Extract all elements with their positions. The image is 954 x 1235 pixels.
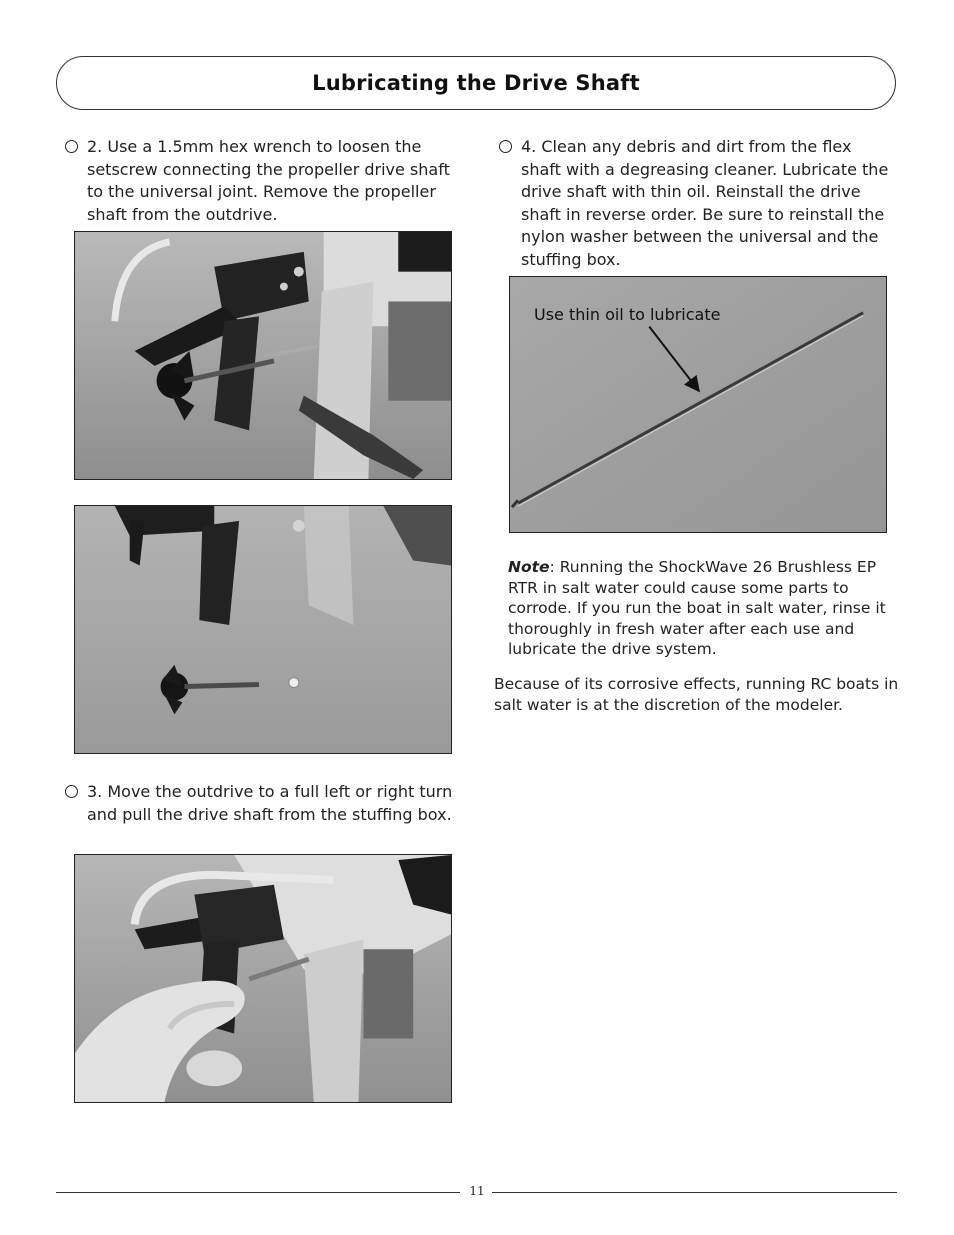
- step-4-text: 4. Clean any debris and dirt from the flex shaft with a degreasing cleaner. Lubricate the drive shaft with thin oil. Reinstall the drive shaft in reverse order. Be sure to reinstall the nylon washer between the universal and the stuffing box.: [521, 137, 889, 269]
- footer-rule-left: [56, 1192, 460, 1193]
- checkbox-bullet-icon: [65, 140, 78, 153]
- note-text: : Running the ShockWave 26 Brushless EP RTR in salt water could cause some parts to corrode. If you run the boat in salt water, rinse it thoroughly in fresh water after each use and lubricate the drive system.: [508, 558, 886, 659]
- step-2: [62, 136, 462, 226]
- page-title: Lubricating the Drive Shaft: [312, 71, 640, 95]
- discretion-paragraph: Because of its corrosive effects, running RC boats in salt water is at the discretion of the modeler.: [494, 675, 899, 714]
- step-4: [496, 136, 896, 271]
- photo-drive-shaft-lubricate: [509, 276, 887, 533]
- step-2-text: 2. Use a 1.5mm hex wrench to loosen the setscrew connecting the propeller drive shaft to the universal joint. Remove the propeller shaft from the outdrive.: [87, 137, 450, 224]
- page-number: 11: [469, 1184, 485, 1198]
- checkbox-bullet-icon: [65, 785, 78, 798]
- checkbox-bullet-icon: [499, 140, 512, 153]
- footer-rule-right: [492, 1192, 897, 1193]
- photo-propeller-shaft-removed: [74, 505, 452, 754]
- photo-outdrive-universal-joint: [74, 231, 452, 480]
- title-banner: [56, 56, 896, 110]
- note-label: Note: [508, 558, 550, 576]
- photo-annotation-label: Use thin oil to lubricate: [534, 305, 721, 324]
- salt-water-note: [508, 557, 900, 660]
- photo-pulling-drive-shaft: [74, 854, 452, 1103]
- step-3: [62, 781, 462, 826]
- step-3-text: 3. Move the outdrive to a full left or right turn and pull the drive shaft from the stuffing box.: [87, 782, 453, 824]
